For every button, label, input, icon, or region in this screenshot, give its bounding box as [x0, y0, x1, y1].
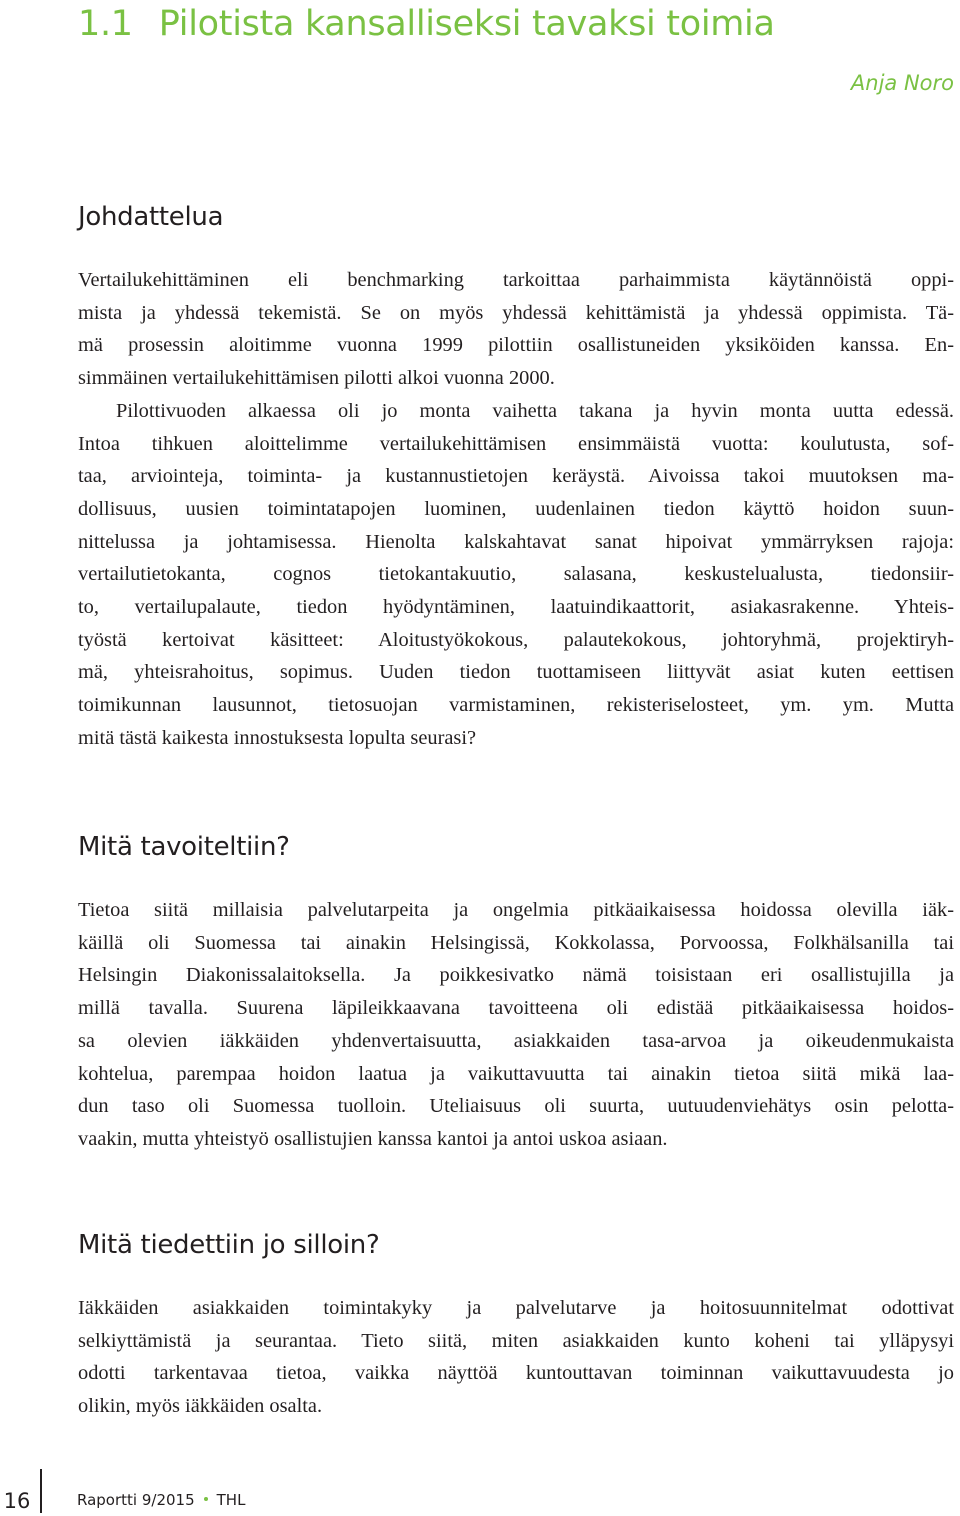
- text-line: millä tavalla. Suurena läpileikkaavana tavoitteena oli edistää pitkäaikaisessa hoidos-: [78, 997, 954, 1020]
- text-line: toimikunnan lausunnot, tietosuojan varmistaminen, rekisteriselosteet, ym. ym. Mutta: [78, 694, 954, 717]
- text-line: Pilottivuoden alkaessa oli jo monta vaihetta takana ja hyvin monta uutta edessä.: [116, 399, 954, 422]
- chapter-number: 1.1: [78, 4, 133, 44]
- publisher-label: THL: [216, 1491, 246, 1509]
- text-line: to, vertailupalaute, tiedon hyödyntäminen, laatuindikaattorit, asiakasrakenne. Yhteis-: [78, 596, 954, 619]
- text-line: simmäinen vertailukehittämisen pilotti alkoi vuonna 2000.: [78, 367, 555, 390]
- text-line: dollisuus, uusien toimintatapojen luominen, uudenlainen tiedon käyttö hoidon suun-: [78, 497, 954, 520]
- page-number: 16: [3, 1489, 31, 1513]
- text-line: työstä kertoivat käsitteet: Aloitustyökokous, palautekokous, johtoryhmä, projektiryh-: [78, 628, 954, 651]
- text-line: Vertailukehittäminen eli benchmarking tarkoittaa parhaimmista käytännöistä oppi-: [78, 269, 954, 291]
- text-line: käillä oli Suomessa tai ainakin Helsingissä, Kokkolassa, Porvoossa, Folkhälsanilla tai: [78, 931, 954, 954]
- text-line: Tietoa siitä millaisia palvelutarpeita ja ongelmia pitkäaikaisessa hoidossa olevilla iäk-: [78, 899, 954, 921]
- chapter-title: [78, 2, 775, 46]
- text-line: mä, yhteisrahoitus, sopimus. Uuden tiedon tuottamiseen liittyvät asiat kuten eettisen: [78, 661, 954, 684]
- footer-divider: [40, 1469, 42, 1513]
- text-line: vaakin, mutta yhteistyö osallistujien kanssa kantoi ja antoi uskoa asiaan.: [78, 1127, 668, 1150]
- section-heading-mita-tiedettiin: Mitä tiedettiin jo silloin?: [78, 1230, 380, 1260]
- text-line: vertailutietokanta, cognos tietokantakuutio, salasana, keskustelualusta, tiedonsiir-: [78, 563, 954, 586]
- report-label: Raportti 9/2015: [77, 1491, 195, 1509]
- text-line: odotti tarkentavaa tietoa, vaikka näyttöä kuntouttavan toiminnan vaikuttavuudesta jo: [78, 1362, 954, 1385]
- text-line: Iäkkäiden asiakkaiden toimintakyky ja palvelutarve ja hoitosuunnitelmat odottivat: [78, 1297, 954, 1319]
- text-line: mä prosessin aloitimme vuonna 1999 pilottiin osallistuneiden yksiköiden kanssa. En-: [78, 334, 954, 357]
- section-heading-johdattelua: Johdattelua: [78, 202, 224, 232]
- section-body-mita-tiedettiin: [78, 1292, 954, 1423]
- text-line: taa, arviointeja, toiminta- ja kustannustietojen keräystä. Aivoissa takoi muutoksen ma-: [78, 465, 954, 488]
- text-line: selkiyttämistä ja seurantaa. Tieto siitä, miten asiakkaiden kunto koheni tai ylläpysyi: [78, 1329, 954, 1352]
- chapter-title-text: Pilotista kansalliseksi tavaksi toimia: [158, 4, 775, 44]
- text-line: nittelussa ja johtamisessa. Hienolta kalskahtavat sanat hipoivat ymmärryksen rajoja:: [78, 530, 954, 553]
- section-heading-mita-tavoiteltiin: Mitä tavoiteltiin?: [78, 832, 290, 862]
- text-line: mitä tästä kaikesta innostuksesta lopulta seurasi?: [78, 726, 477, 749]
- text-line: dun taso oli Suomessa tuolloin. Uteliaisuus oli suurta, uutuudenviehätys osin pelotta-: [78, 1095, 954, 1118]
- bullet-dot-icon: [204, 1497, 208, 1501]
- text-line: sa olevien iäkkäiden yhdenvertaisuutta, asiakkaiden tasa-arvoa ja oikeudenmukaista: [78, 1029, 954, 1052]
- section-body-mita-tavoiteltiin: [78, 894, 954, 1156]
- page-footer: [0, 1484, 960, 1513]
- footer-publication: [77, 1490, 245, 1510]
- text-line: mista ja yhdessä tekemistä. Se on myös yhdessä kehittämistä ja yhdessä oppimista. Tä-: [78, 301, 954, 324]
- text-line: olikin, myös iäkkäiden osalta.: [78, 1395, 323, 1418]
- section-body-johdattelua: [78, 264, 954, 755]
- text-line: Intoa tihkuen aloittelimme vertailukehittämisen ensimmäistä vuotta: koulutusta, sof-: [78, 432, 954, 455]
- author-name: Anja Noro: [850, 71, 954, 95]
- text-line: Helsingin Diakonissalaitoksella. Ja poikkesivatko nämä toisistaan eri osallistujilla ja: [78, 964, 954, 987]
- text-line: kohtelua, parempaa hoidon laatua ja vaikuttavuutta tai ainakin tietoa siitä mikä laa-: [78, 1062, 954, 1085]
